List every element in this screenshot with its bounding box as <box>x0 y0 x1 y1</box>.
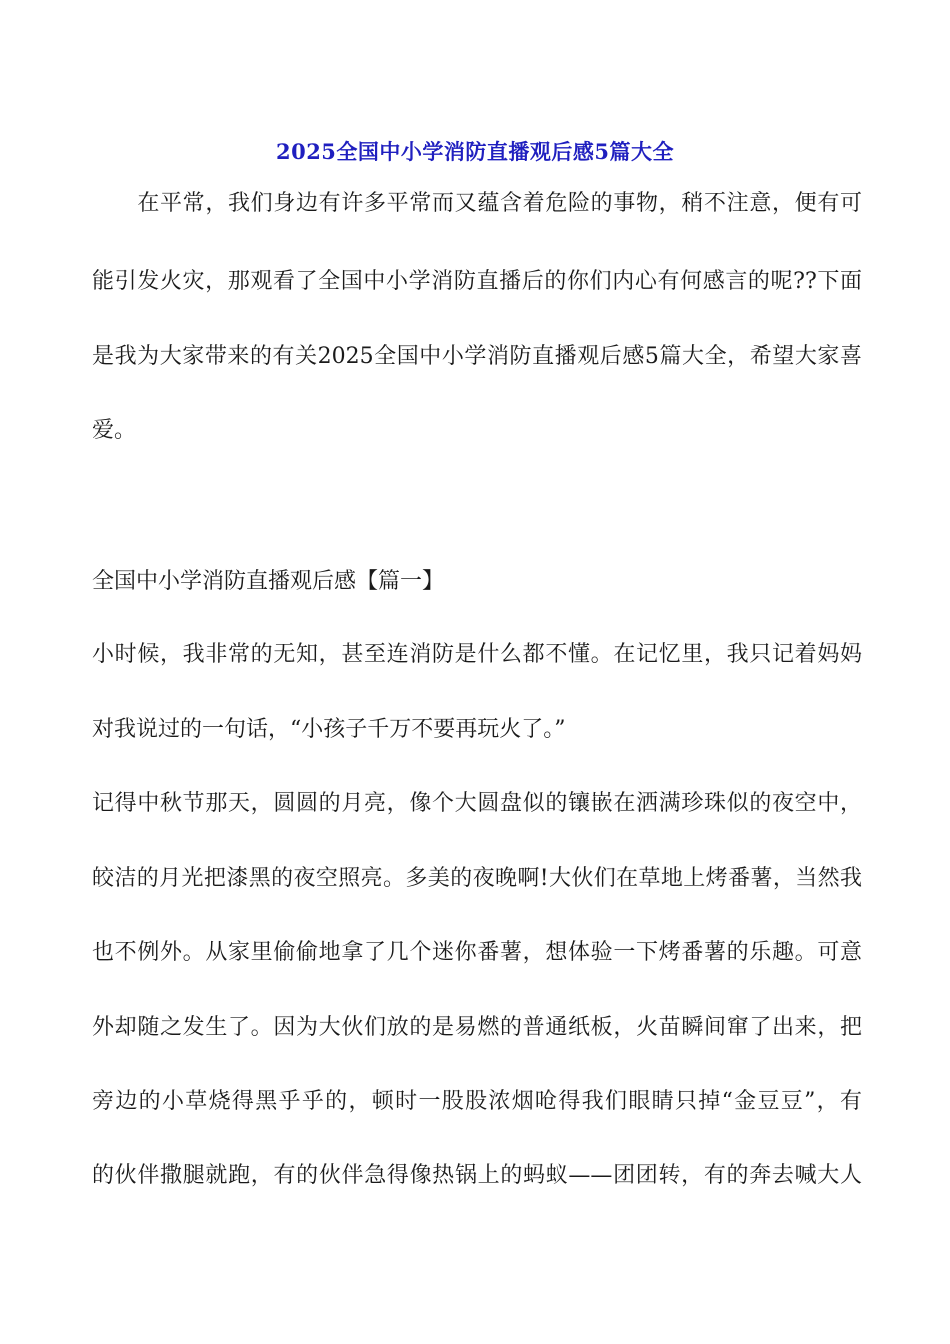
body-line-2: 对我说过的一句话，“小孩子千万不要再玩火了。” <box>92 717 566 742</box>
section-heading: 全国中小学消防直播观后感【篇一】 <box>92 569 445 594</box>
body-line-6: 外却随之发生了。因为大伙们放的是易燃的普通纸板，火苗瞬间窜了出来，把 <box>92 1015 862 1040</box>
body-line-4: 皎洁的月光把漆黑的夜空照亮。多美的夜晚啊!大伙们在草地上烤番薯，当然我 <box>92 866 862 891</box>
body-line-5: 也不例外。从家里偷偷地拿了几个迷你番薯，想体验一下烤番薯的乐趣。可意 <box>92 940 862 965</box>
intro-line-3: 是我为大家带来的有关2025全国中小学消防直播观后感5篇大全，希望大家喜 <box>92 344 862 369</box>
body-line-7: 旁边的小草烧得黑乎乎的，顿时一股股浓烟呛得我们眼睛只掉“金豆豆”，有 <box>92 1089 862 1114</box>
intro-line-4: 爱。 <box>92 418 137 443</box>
intro-line-1: 在平常，我们身边有许多平常而又蕴含着危险的事物，稍不注意，便有可 <box>92 191 862 216</box>
body-line-3: 记得中秋节那天，圆圆的月亮，像个大圆盘似的镶嵌在洒满珍珠似的夜空中， <box>92 791 862 816</box>
document-title: 2025全国中小学消防直播观后感5篇大全 <box>275 139 675 164</box>
body-line-8: 的伙伴撒腿就跑，有的伙伴急得像热锅上的蚂蚁——团团转，有的奔去喊大人 <box>92 1163 862 1188</box>
intro-line-2: 能引发火灾，那观看了全国中小学消防直播后的你们内心有何感言的呢??下面 <box>92 269 862 294</box>
body-line-1: 小时候，我非常的无知，甚至连消防是什么都不懂。在记忆里，我只记着妈妈 <box>92 642 862 667</box>
